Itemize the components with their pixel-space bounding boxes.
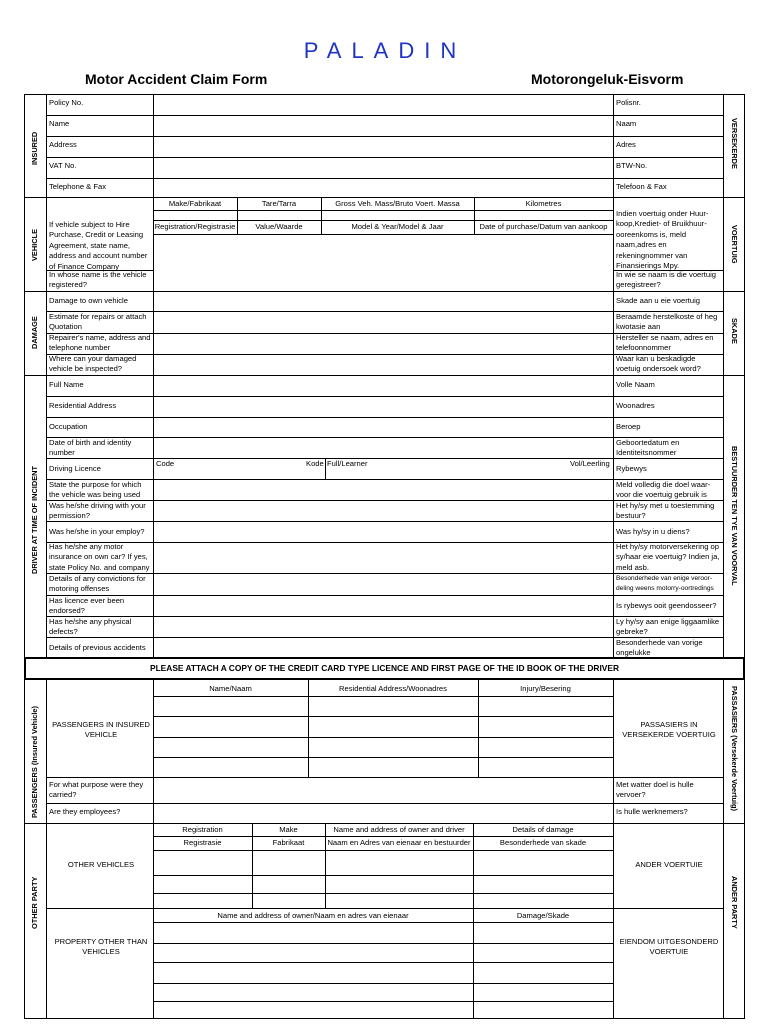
skade-side-label: SKADE [730,318,739,344]
versekerde-side-label: VERSEKERDE [730,118,739,169]
skade-eie-voertuig-label: Skade aan u eie voertuig [616,296,701,305]
doel-label: Meld volledig die doel waar-voor die voertuig gebruik is [616,480,711,500]
gebreke-label: Ly hy/sy aan enige liggaamlike gebreke? [616,617,720,637]
other-vehicles-label: OTHER VEHICLES [67,860,135,869]
residential-address-label: Residential Address [49,401,117,410]
toestemming-label: Het hy/sy met u toestemming bestuur? [616,501,715,521]
section-divider [24,823,745,824]
address-label: Address [49,140,77,149]
employees-label: Are they employees? [49,807,121,816]
polisnr-label: Polisnr. [616,98,641,107]
rybewys-label: Rybewys [616,464,647,473]
telephone-label: Telephone & Fax [49,182,106,191]
ander-voertuie-label: ANDER VOERTUIE [635,860,703,869]
licence-vol-leerling-label: Vol/Leerling [570,459,610,468]
left-margin-divider-lower [46,680,47,1019]
repairer-label: Repairer's name, address and telephone number [49,333,151,353]
vorige-ongelukke-label: Besonderhede van vorige ongelukke [616,638,703,658]
werknemers-label: Is hulle werknemers? [616,807,688,816]
geendosseer-label: Is rybewys ooit geendosseer? [616,601,717,610]
diens-label: Was hy/sy in u diens? [616,527,690,536]
motorversekering-label: Het hy/sy motorversekering op sy/haar eie voertuig? Indien ja, meld asb. [616,542,720,572]
full-name-label: Full Name [49,380,84,389]
bestuurder-side-label: BESTUURDER TEN TYE VAN VOORVAL [730,446,739,586]
estimate-repairs-label: Estimate for repairs or attach Quotation [49,312,147,332]
woonadres-label: Woonadres [616,401,655,410]
registration-header: Registration/Registrasie [154,222,236,231]
property-damage-header: Damage/Skade [516,911,570,920]
licence-code-label: Code [156,459,175,468]
passengers-in-vehicle-label: PASSENGERS IN INSURED VEHICLE [52,720,150,740]
permission-label: Was he/she driving with your permission? [49,501,146,521]
voertuig-side-label: VOERTUIG [730,225,739,264]
passengers-side-label: PASSENGERS (Insured Vehicle) [30,706,39,818]
tare-header: Tare/Tarra [261,199,297,208]
date-of-purchase-header: Date of purchase/Datum van aankoop [479,222,608,231]
value-header: Value/Waarde [255,222,303,231]
telefoon-label: Telefoon & Fax [616,182,667,191]
purpose-carried-label: For what purpose were they carried? [49,780,144,800]
naam-label: Naam [616,119,637,128]
section-divider [24,375,745,376]
damage-own-vehicle-label: Damage to own vehicle [49,296,128,305]
occupation-label: Occupation [49,422,88,431]
licence-endorsed-label: Has licence ever been endorsed? [49,596,125,616]
other-besonderhede-skade-header: Besonderhede van skade [499,838,587,847]
other-party-side-label: OTHER PARTY [30,876,39,929]
btw-no-label: BTW-No. [616,161,648,170]
driver-side-label: DRIVER AT TIME OF INCIDENT [30,466,39,574]
vehicle-side-label: VEHICLE [30,228,39,261]
model-year-header: Model & Year/Model & Jaar [351,222,444,231]
gross-mass-header: Gross Veh. Mass/Bruto Voert. Massa [335,199,460,208]
passenger-name-header: Name/Naam [209,684,252,693]
finance-company-label: If vehicle subject to Hire Purchase, Credit or Leasing Agreement, state name, address and account number of Finance Company [49,220,148,271]
damage-side-label: DAMAGE [30,316,39,349]
passasiers-label: PASSASIERS IN VERSEKERDE VOERTUIG [622,720,716,740]
eiendom-label: EIENDOM UITGESONDERD VOERTUIE [619,937,719,957]
other-owner-driver-header: Name and address of owner and driver [333,825,465,834]
other-eienaar-bestuurder-header: Naam en Adres van eienaar en bestuurder [327,838,471,847]
previous-accidents-label: Details of previous accidents [49,643,146,652]
hersteller-label: Hersteller se naam, adres en telefoonnommer [616,333,714,353]
form-title-english: Motor Accident Claim Form [85,71,268,87]
registered-name-label: In whose name is the vehicle registered? [49,270,147,290]
attach-licence-notice: PLEASE ATTACH A COPY OF THE CREDIT CARD TYPE LICENCE AND FIRST PAGE OF THE ID BOOK OF THE DRIVER [24,657,745,680]
vehicle-purpose-label: State the purpose for which the vehicle was being used [49,480,142,500]
vat-no-label: VAT No. [49,161,77,170]
driving-licence-label: Driving Licence [49,464,101,473]
finansierings-label: Indien voertuig onder Huur-koop,Krediet- of Bruikhuur-ooreenkoms is, meld naam,adres en rekeningnommer van Finansierings Mpy. [616,209,709,271]
other-registrasie-header: Registrasie [183,838,222,847]
policy-no-label: Policy No. [49,98,84,107]
vervoer-doel-label: Met watter doel is hulle vervoer? [616,780,694,800]
veroordeling-label: Besonderhede van enige veroor-deling weens motorry-oortredings [616,575,714,593]
passenger-address-header: Residential Address/Woonadres [339,684,447,693]
adres-label: Adres [616,140,636,149]
geregistreer-label: In wie se naam is die voertuig geregistreer? [616,270,717,290]
section-divider [24,197,745,198]
physical-defects-label: Has he/she any physical defects? [49,617,132,637]
section-divider [24,291,745,292]
other-fabrikaat-header: Fabrikaat [272,838,305,847]
ondersoek-label: Waar kan u beskadigde voetuig ondersoek word? [616,354,701,374]
motor-insurance-label: Has he/she any motor insurance on own car? If yes, state Policy No. and company [49,542,150,572]
other-make-header: Make [279,825,298,834]
insured-side-label: INSURED [30,131,39,165]
other-damage-details-header: Details of damage [512,825,574,834]
passenger-injury-header: Injury/Besering [520,684,571,693]
licence-full-learner-label: Full/Learner [327,459,368,468]
kilometres-header: Kilometres [525,199,562,208]
employ-label: Was he/she in your employ? [49,527,145,536]
beraamde-koste-label: Beraamde herstelkoste of heg kwotasie aan [616,312,718,332]
right-margin-divider-lower [723,680,724,1019]
form-title-afrikaans: Motorongeluk-Eisvorm [531,71,684,87]
property-owner-header: Name and address of owner/Naam en adres van eienaar [217,911,409,920]
property-other-label: PROPERTY OTHER THAN VEHICLES [54,937,148,957]
geboortedatum-label: Geboortedatum en Identiteitsnommer [616,438,680,458]
other-registration-header: Registration [182,825,223,834]
brand-logo: PALADIN [303,38,467,63]
passasiers-side-label: PASSASIERS (Versekerde Voertuig) [730,686,739,811]
beroep-label: Beroep [616,422,641,431]
licence-kode-label: Kode [306,459,324,468]
inspection-location-label: Where can your damaged vehicle be inspected? [49,354,137,374]
volle-naam-label: Volle Naam [616,380,655,389]
make-header: Make/Fabrikaat [168,199,222,208]
name-label: Name [49,119,70,128]
dob-id-label: Date of birth and identity number [49,438,132,458]
ander-party-side-label: ANDER PARTY [730,876,739,929]
convictions-label: Details of any convictions for motoring offenses [49,574,146,594]
